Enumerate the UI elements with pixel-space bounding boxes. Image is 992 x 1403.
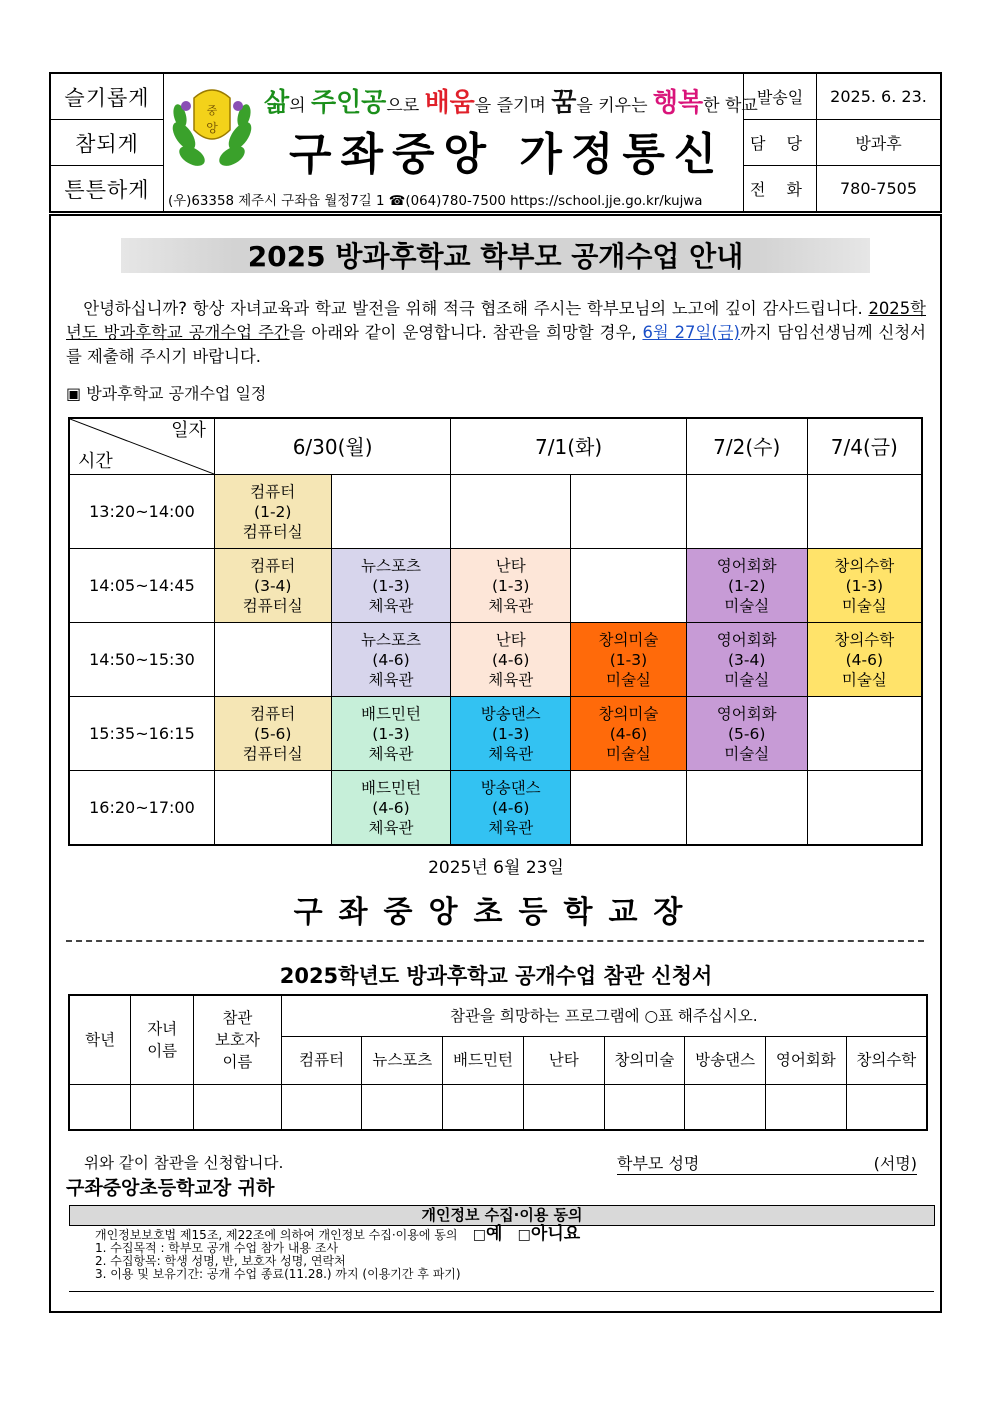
time-slot: 14:50~15:30 [69, 623, 214, 697]
class-cell: 컴퓨터 (1-2) 컴퓨터실 [214, 475, 331, 549]
class-cell: 창의미술 (4-6) 미술실 [571, 697, 687, 771]
class-cell: 난타 (4-6) 체육관 [451, 623, 571, 697]
corner-cell: 일자 시간 [69, 418, 214, 475]
class-cell: 창의수학 (4-6) 미술실 [807, 623, 922, 697]
day-header: 6/30(월) [214, 418, 450, 475]
apply-statement: 위와 같이 참관을 신청합니다. [84, 1154, 284, 1172]
school-emblem-icon [172, 78, 252, 178]
time-slot: 15:35~16:15 [69, 697, 214, 771]
class-cell: 영어회화 (1-2) 미술실 [686, 549, 807, 623]
day-header: 7/1(화) [451, 418, 686, 475]
class-cell: 방송댄스 (1-3) 체육관 [451, 697, 571, 771]
cut-line [66, 940, 924, 942]
addressee: 구좌중앙초등학교장 귀하 [66, 1177, 275, 1199]
deadline-link[interactable]: 6월 27일(금) [642, 323, 740, 342]
time-slot: 16:20~17:00 [69, 771, 214, 846]
form-instruction: 참관을 희망하는 프로그램에 ○표 해주십시오. [281, 995, 927, 1036]
schedule-heading: ▣ 방과후학교 공개수업 일정 [66, 384, 267, 403]
empty-cell [214, 623, 331, 697]
empty-cell [807, 697, 922, 771]
checkbox-icon[interactable]: □ [472, 1227, 486, 1243]
empty-cell [214, 771, 331, 846]
schedule-row [69, 475, 922, 549]
program-header: 뉴스포츠 [362, 1036, 443, 1084]
meta-value-phone: 780-7505 [817, 166, 942, 213]
consent-yes[interactable]: 예 [485, 1224, 503, 1244]
program-header: 방송댄스 [685, 1036, 766, 1084]
empty-cell [571, 549, 687, 623]
day-header: 7/4(금) [807, 418, 922, 475]
school-slogan: 삶의 주인공으로 배움을 즐기며 꿈을 키우는 행복한 학교 [264, 88, 758, 118]
class-cell: 영어회화 (5-6) 미술실 [686, 697, 807, 771]
class-cell: 창의미술 (1-3) 미술실 [571, 623, 687, 697]
motto-1: 슬기롭게 [50, 73, 164, 120]
motto-3: 튼튼하게 [50, 166, 164, 213]
guardian-name-input[interactable] [194, 1084, 282, 1130]
time-slot: 13:20~14:00 [69, 475, 214, 549]
principal-name: 구좌중앙초등학교장 [293, 895, 699, 930]
class-cell: 배드민턴 (4-6) 체육관 [331, 771, 451, 846]
empty-cell [686, 771, 807, 846]
class-cell: 배드민턴 (1-3) 체육관 [331, 697, 451, 771]
program-header: 영어회화 [765, 1036, 846, 1084]
time-slot: 14:05~14:45 [69, 549, 214, 623]
meta-label-date: 발송일 [744, 73, 817, 120]
empty-cell [807, 771, 922, 846]
header-center [164, 73, 758, 212]
empty-cell [686, 475, 807, 549]
class-cell: 뉴스포츠 (1-3) 체육관 [331, 549, 451, 623]
program-choice-cell[interactable] [604, 1084, 685, 1130]
notice-title: 2025 방과후학교 학부모 공개수업 안내 [121, 238, 870, 273]
schedule-row [69, 697, 922, 771]
child-name-input[interactable] [131, 1084, 194, 1130]
day-header: 7/2(수) [686, 418, 807, 475]
col-child: 자녀 이름 [131, 995, 194, 1084]
meta-label-phone: 전 화 [744, 166, 817, 213]
letter-header [49, 72, 942, 213]
privacy-text: 개인정보보호법 제15조, 제22조에 의하여 개인정보 수집·이용에 동의 □예 □아니요 1. 수집목적 : 학부모 공개 수업 참가 내용 조사 2. 수집항목: 학생 성명, 반, 보호자 성명, 연락처 3. 이용 및 보유기간: 공개 수업 종료(11.28.) 까지 (이용기간 후 파기) [95, 1224, 581, 1281]
letter-title: 구좌중앙 가정통신 [289, 129, 726, 180]
empty-cell [571, 771, 687, 846]
class-cell: 창의수학 (1-3) 미술실 [807, 549, 922, 623]
school-address: (우)63358 제주시 구좌읍 월정7길 1 ☎(064)780-7500 https://school.jje.go.kr/kujwa [168, 194, 703, 209]
consent-no[interactable]: 아니요 [530, 1224, 581, 1244]
class-cell: 영어회화 (3-4) 미술실 [686, 623, 807, 697]
intro-paragraph: 안녕하십니까? 항상 자녀교육과 학교 발전을 위해 적극 협조해 주시는 학부모님의 노고에 깊이 감사드립니다. 2025학년도 방과후학교 공개수업 주간을 아래와 같이 운영합니다. 참관을 희망할 경우, 6월 27일(금)까지 담임선생님께 신청서를 제출해 주시기 바랍니다. [66, 299, 926, 366]
meta-value-date: 2025. 6. 23. [817, 73, 942, 120]
program-choice-cell[interactable] [443, 1084, 524, 1130]
parent-signature-line[interactable]: 학부모 성명 (서명) [617, 1151, 917, 1175]
program-header: 창의수학 [846, 1036, 927, 1084]
program-header: 창의미술 [604, 1036, 685, 1084]
program-choice-cell[interactable] [281, 1084, 362, 1130]
class-cell: 방송댄스 (4-6) 체육관 [451, 771, 571, 846]
privacy-divider [69, 1291, 934, 1292]
privacy-title: 개인정보 수집·이용 동의 [69, 1205, 935, 1226]
class-cell: 컴퓨터 (5-6) 컴퓨터실 [214, 697, 331, 771]
form-title: 2025학년도 방과후학교 공개수업 참관 신청서 [279, 964, 713, 988]
program-choice-cell[interactable] [765, 1084, 846, 1130]
program-header: 배드민턴 [443, 1036, 524, 1084]
program-choice-cell[interactable] [362, 1084, 443, 1130]
program-choice-cell[interactable] [523, 1084, 604, 1130]
svg-text:중: 중 [206, 104, 218, 117]
class-cell: 뉴스포츠 (4-6) 체육관 [331, 623, 451, 697]
issue-date: 2025년 6월 23일 [428, 858, 564, 878]
svg-text:앙: 앙 [206, 121, 218, 135]
checkbox-icon[interactable]: □ [517, 1227, 531, 1243]
empty-cell [331, 475, 451, 549]
col-guardian: 참관 보호자 이름 [194, 995, 282, 1084]
class-cell: 컴퓨터 (3-4) 컴퓨터실 [214, 549, 331, 623]
motto-2: 참되게 [50, 120, 164, 166]
meta-value-staff: 방과후 [817, 120, 942, 166]
program-header: 난타 [523, 1036, 604, 1084]
schedule-row [69, 549, 922, 623]
grade-input[interactable] [69, 1084, 131, 1130]
empty-cell [571, 475, 687, 549]
empty-cell [451, 475, 571, 549]
meta-label-staff: 담 당 [744, 120, 817, 166]
program-header: 컴퓨터 [281, 1036, 362, 1084]
empty-cell [807, 475, 922, 549]
col-grade: 학년 [69, 995, 131, 1084]
application-form [68, 994, 928, 1131]
program-choice-cell[interactable] [846, 1084, 927, 1130]
class-cell: 난타 (1-3) 체육관 [451, 549, 571, 623]
schedule-table [68, 417, 923, 846]
program-choice-cell[interactable] [685, 1084, 766, 1130]
schedule-row [69, 771, 922, 846]
schedule-row [69, 623, 922, 697]
